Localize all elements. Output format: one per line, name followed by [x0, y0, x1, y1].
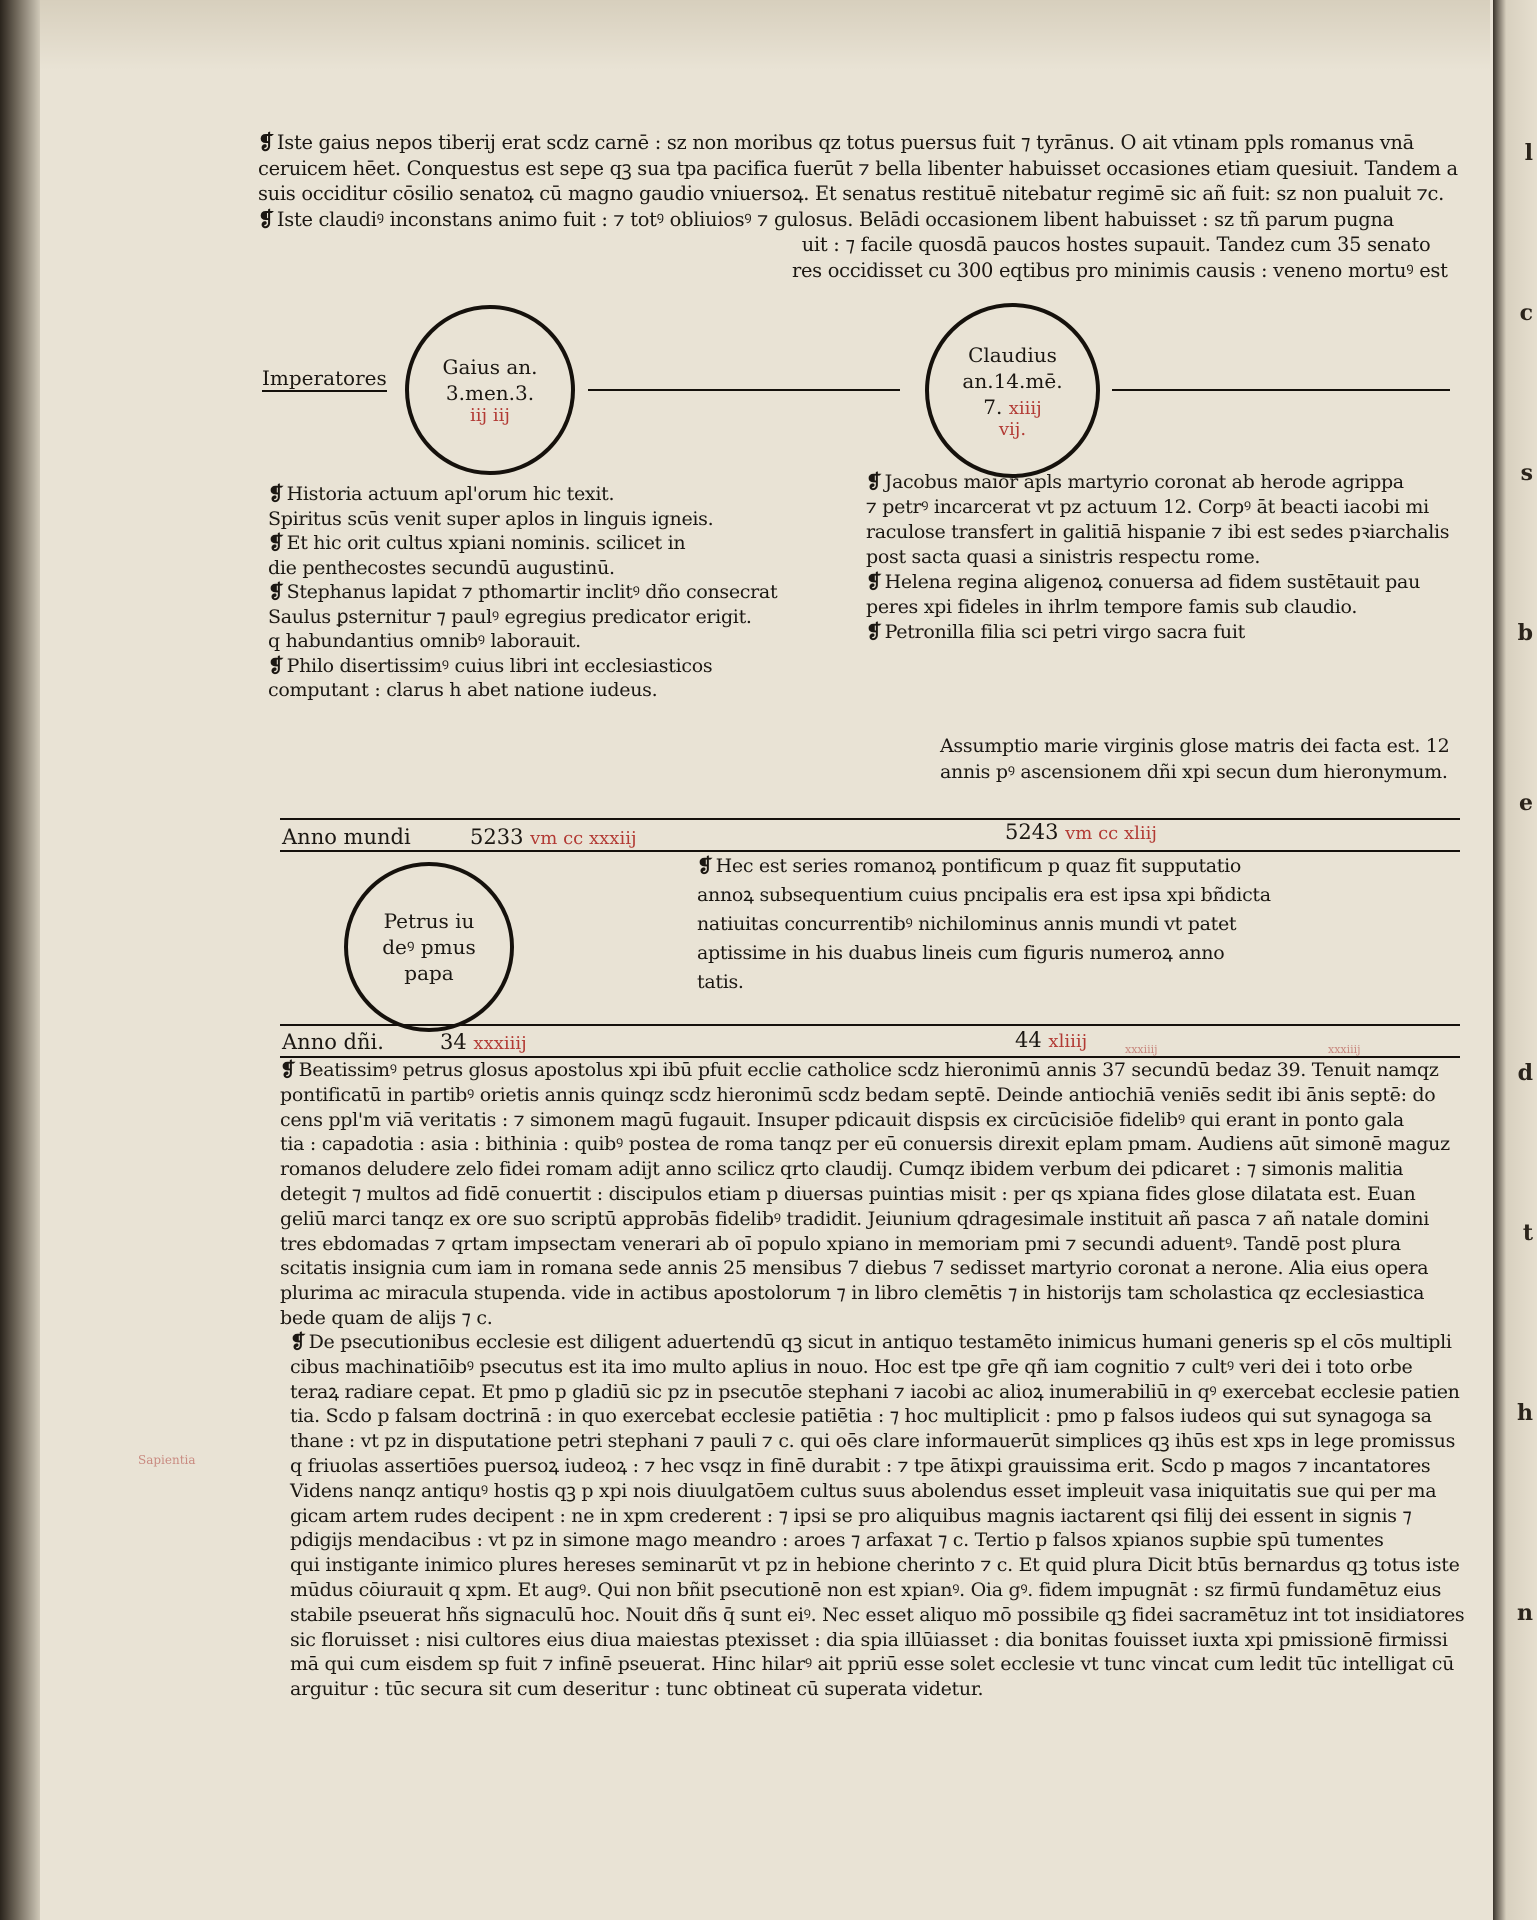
adjacent-letter: n — [1517, 1600, 1533, 1626]
text-line: ⁊ petrꝰ incarcerat vt pz actuum 12. Corpꝰ āt beacti iacobi mi — [866, 496, 1429, 518]
text-line: ❡ Et hic orit cultus xpiani nominis. scilicet in — [268, 532, 686, 554]
text-line: raculose transfert in galitiā hispanie ⁊ ibi est sedes pꝛiarchalis — [866, 521, 1450, 543]
circle-text: Claudius — [968, 342, 1057, 367]
adjacent-letter: c — [1519, 300, 1533, 326]
text-line: mā qui cum eisdem sp fuit ⁊ infinē pseuerat. Hinc hilarꝰ ait ppriū esse solet ecclesie vt tunc vincat cum ledit tūc intelligat cū — [290, 1653, 1455, 1676]
text-line: thane : vt pz in disputatione petri stephani ⁊ pauli ⁊ c. qui oēs clare informauerūt simplices qꝫ ihūs est xps in lege promissus — [290, 1430, 1456, 1453]
text-line: qui instigante inimico plures hereses seminarūt vt pz in hebione cherinto ⁊ c. Et quid plura Dicit btūs bernardus qꝫ totus iste — [290, 1554, 1460, 1577]
anno-mundi-rule-top — [280, 818, 1460, 820]
text-line: gicam artem rudes decipent : ne in xpm crederent : ⁊ ipsi se pro aliquibus magnis iactarent qsi filij dei essent in signis ⁊ — [290, 1504, 1412, 1527]
year-red-number: xliiij — [1048, 1031, 1088, 1052]
text-line: tatis. — [697, 971, 744, 993]
text-line: ❡ Helena regina aligenoꝝ conuersa ad fidem sustētauit pau — [866, 571, 1421, 593]
text-line: arguitur : tūc secura sit cum deseritur : tunc obtineat cū superata videtur. — [290, 1678, 984, 1701]
text-line: ceruicem hēet. Conquestus est sepe qꝫ sua tpa pacifica fuerūt ⁊ bella libenter habuisset occasiones etiam quesiuit. Tandem a — [258, 155, 1458, 180]
text-line: res occidisset cu 300 eqtibus pro minimis causis : veneno mortuꝰ est — [791, 257, 1448, 282]
anno-domini-label: Anno dñi. — [282, 1030, 384, 1054]
emperor-circle-claudius — [925, 303, 1100, 478]
circle-red-note: xiiij — [1008, 397, 1042, 419]
text-line: annis pꝰ ascensionem dñi xpi secun dum hieronymum. — [940, 761, 1448, 783]
text-line: tia. Scdo p falsam doctrinā : in quo exercebat ecclesie patiētia : ⁊ hoc multiplicit : pmo p falsos iudeos qui sut synagoga sa — [290, 1405, 1432, 1428]
text-line: computant : clarus h abet natione iudeus. — [268, 679, 658, 701]
text-line: geliū marci tanqz ex ore suo scriptū approbās fidelibꝰ tradidit. Jeiunium qdragesimale instituit añ pasca ⁊ añ natale domini — [280, 1207, 1430, 1230]
top-text-block — [258, 130, 1458, 283]
text-line: ❡ Stephanus lapidat ⁊ pthomartir inclitꝰ dño consecrat — [268, 581, 778, 603]
adjacent-letter: l — [1524, 140, 1533, 166]
petrus-paragraph — [280, 1058, 1450, 1331]
text-line: cibus machinatiōibꝰ psecutus est ita imo multo aplius in nouo. Hoc est tpe gr̄e qñ iam cognitio ⁊ cultꝰ veri dei i toto orbe — [290, 1355, 1413, 1378]
left-column-text — [268, 482, 777, 703]
anno-domini-rule-top — [280, 1024, 1460, 1026]
timeline-rule — [588, 389, 900, 391]
margin-red-note: xxxiiij — [1328, 1043, 1361, 1056]
text-line: uit : ⁊ facile quosdā paucos hostes supauit. Tandez cum 35 senato — [801, 232, 1431, 256]
text-line: mūdus cōiurauit q xpm. Et augꝰ. Qui non bñit psecutionē non est xpianꝰ. Oia gꝰ. fidem impugnāt : sz firmū fundamētuz eius — [290, 1578, 1442, 1601]
year-number: 34 — [440, 1030, 467, 1054]
year-number: 44 — [1015, 1028, 1042, 1052]
text-line: post sacta quasi a sinistris respectu rome. — [866, 546, 1261, 568]
year-red-number: vm cc xxxiij — [530, 828, 637, 849]
year-number: 5233 — [470, 825, 524, 849]
timeline-rule — [1112, 389, 1450, 391]
margin-red-note: xxxiiij — [1125, 1043, 1158, 1056]
right-column-text — [866, 470, 1449, 645]
anno-mundi-value — [1005, 820, 1157, 844]
text-line: q habundantius omnibꝰ laborauit. — [268, 630, 581, 652]
year-number: 5243 — [1005, 820, 1059, 844]
book-gutter — [0, 0, 40, 1920]
adjacent-letter: d — [1517, 1060, 1533, 1086]
text-line: pontificatū in partibꝰ orietis annis quinqz scdz hieronimū scdz bedam septē. Deinde antiochiā veniēs sedit ibi ānis septē: do — [280, 1083, 1436, 1106]
text-line: ❡ Iste claudiꝰ inconstans animo fuit : ⁊ totꝰ obliuiosꝰ ⁊ gulosus. Belādi occasionem libent habuisset : sz tñ parum pugna — [258, 206, 1394, 231]
text-line: suis occiditur cōsilio senatoꝝ cū magno gaudio vniuersoꝝ. Et senatus restituē nitebatur regimē sic añ fuit: sz non pualuit ⁊c. — [258, 181, 1444, 205]
anno-mundi-value — [470, 825, 637, 849]
text-line: ❡ Philo disertissimꝰ cuius libri int ecclesiasticos — [268, 654, 713, 677]
text-line: bede quam de alijs ⁊ c. — [280, 1306, 493, 1329]
assumptio-text — [940, 733, 1449, 785]
text-line: ❡ Iste gaius nepos tiberij erat scdz carnē : sz non moribus qz totus puersus fuit ⁊ tyrānus. O ait vtinam ppls romanus vnā — [258, 130, 1414, 154]
text-line: tres ebdomadas ⁊ qrtam impsectam venerari ab oī populo xpiano in memoriam pmi ⁊ secundi aduentꝰ. Tandē post plura — [280, 1232, 1401, 1255]
text-line: ❡ Beatissimꝰ petrus glosus apostolus xpi ibū pfuit ecclie catholice scdz hieronimū annis 37 secundū bedaz 39. Tenuit namqz — [280, 1059, 1439, 1081]
text-line: teraꝝ radiare cepat. Et pmo p gladiū sic pz in psecutōe stephani ⁊ iacobi ac alioꝝ inumerabiliū in qꝰ exercebat ecclesie patien — [290, 1380, 1460, 1403]
text-line: die penthecostes secundū augustinū. — [268, 556, 615, 579]
circle-text: an.14.mē. — [962, 368, 1063, 393]
adjacent-letter: e — [1519, 790, 1533, 816]
text-line: Spiritus scūs venit super aplos in linguis igneis. — [268, 507, 714, 530]
adjacent-letter: b — [1517, 620, 1533, 646]
page-top-edge — [40, 0, 1490, 70]
adjacent-letter: h — [1517, 1400, 1533, 1426]
circle-text: deꝰ pmus — [382, 935, 476, 959]
anno-mundi-label: Anno mundi — [282, 825, 411, 849]
circle-text: papa — [404, 961, 454, 985]
circle-red-note: iij iij — [470, 405, 510, 426]
text-line: cens ppl'm viā veritatis : ⁊ simonem magū fugauit. Insuper pdicauit dispsis ex circūcisiōe fidelibꝰ qui erant in ponto gala — [280, 1108, 1404, 1131]
circle-text: 7. xiiij — [983, 394, 1042, 419]
text-line: scitatis insignia cum iam in romana sede annis 25 mensibus 7 diebus 7 sedisset martyrio coronat a nerone. Alia eius opera — [280, 1257, 1429, 1280]
circle-text: Petrus iu — [383, 909, 475, 933]
text-line: pdigijs mendacibus : vt pz in simone mago meandro : aroes ⁊ arfaxat ⁊ c. Tertio p falsos xpianos supbie spū tumentes — [290, 1529, 1384, 1552]
text-line: ❡ De psecutionibus ecclesie est diligent aduertendū qꝫ sicut in antiquo testamēto inimicus humani generis sp el cōs multipli — [290, 1331, 1452, 1353]
adjacent-page-edge — [1493, 0, 1537, 1920]
circle-red-note: vij. — [998, 418, 1027, 440]
text-line: q friuolas assertiōes puersoꝝ iudeoꝝ : ⁊ hec vsqz in finē durabit : ⁊ tpe ātixpi grauissima erit. Scdo p magos ⁊ incantatores — [290, 1454, 1431, 1477]
circle-text: Gaius an. — [442, 355, 538, 379]
adjacent-letter: s — [1520, 460, 1533, 486]
text-line: tia : capadotia : asia : bithinia : quibꝰ postea de roma tanqz per eū conuersis direxit eplam pmam. Audiens aūt simonē maguz — [280, 1133, 1450, 1156]
persecution-paragraph — [290, 1330, 1464, 1702]
text-line: ❡ Petronilla filia sci petri virgo sacra fuit — [866, 621, 1245, 643]
circle-text: 3.men.3. — [445, 381, 535, 405]
series-text — [697, 852, 1271, 997]
pope-circle-petrus — [344, 862, 514, 1032]
text-line: peres xpi fideles in ihrlm tempore famis sub claudio. — [866, 596, 1358, 618]
text-line: romanos deludere zelo fidei romam adijt anno scilicz qrto claudij. Cumqz ibidem verbum dei pdicaret : ⁊ simonis malitia — [280, 1158, 1404, 1181]
text-line: ❡ Hec est series romanoꝝ pontificum p quaz fit supputatio — [697, 855, 1242, 877]
text-line: Videns nanqz antiquꝰ hostis qꝫ p xpi nois diuulgatōem cultus suus abolendus esset impleuit vasa iniquitatis sue qui per ma — [290, 1479, 1437, 1502]
text-line: ❡ Historia actuum apl'orum hic texit. — [268, 483, 615, 505]
adjacent-letter: t — [1522, 1220, 1533, 1246]
text-line: sic floruisset : nisi cultores eius diua maiestas ptexisset : dia spia illūiasset : dia bonitas fouisset iuxta xpi pmissionē firmissi — [290, 1628, 1448, 1651]
anno-domini-value — [1015, 1028, 1087, 1052]
text-line: plurima ac miracula stupenda. vide in actibus apostolorum ⁊ in libro clemētis ⁊ in historijs tam scholastica qz ecclesiastica — [280, 1282, 1425, 1305]
text-line: stabile pseuerat hñs signaculū hoc. Nouit dñs q̄ sunt eiꝰ. Nec esset aliquo mō possibile qꝫ fidei sacramētuz int tot insidiatores — [290, 1603, 1465, 1626]
text-line: Assumptio marie virginis glose matris dei facta est. 12 — [940, 735, 1450, 757]
year-red-number: vm cc xliij — [1065, 823, 1157, 844]
timeline-label: Imperatores — [262, 366, 387, 390]
text-line: detegit ⁊ multos ad fidē conuertit : discipulos etiam p diuersas puintias misit : per qs xpiana fides glose dilatata est. Euan — [280, 1182, 1416, 1205]
anno-domini-value — [440, 1030, 527, 1054]
year-red-number: xxxiiij — [473, 1033, 527, 1054]
text-line: annoꝝ subsequentium cuius pncipalis era est ipsa xpi bñdicta — [697, 884, 1271, 906]
text-line: natiuitas concurrentibꝰ nichilominus annis mundi vt patet — [697, 913, 1237, 935]
text-line: aptissime in his duabus lineis cum figuris numeroꝝ anno — [697, 942, 1225, 964]
emperor-circle-gaius — [405, 305, 575, 475]
text-line: ❡ Jacobus maior apls martyrio coronat ab herode agrippa — [866, 471, 1404, 493]
text-line: Saulus ꝑsternitur ⁊ paulꝰ egregius predicator erigit. — [268, 605, 752, 628]
side-margin-note: Sapientia — [138, 1453, 196, 1467]
